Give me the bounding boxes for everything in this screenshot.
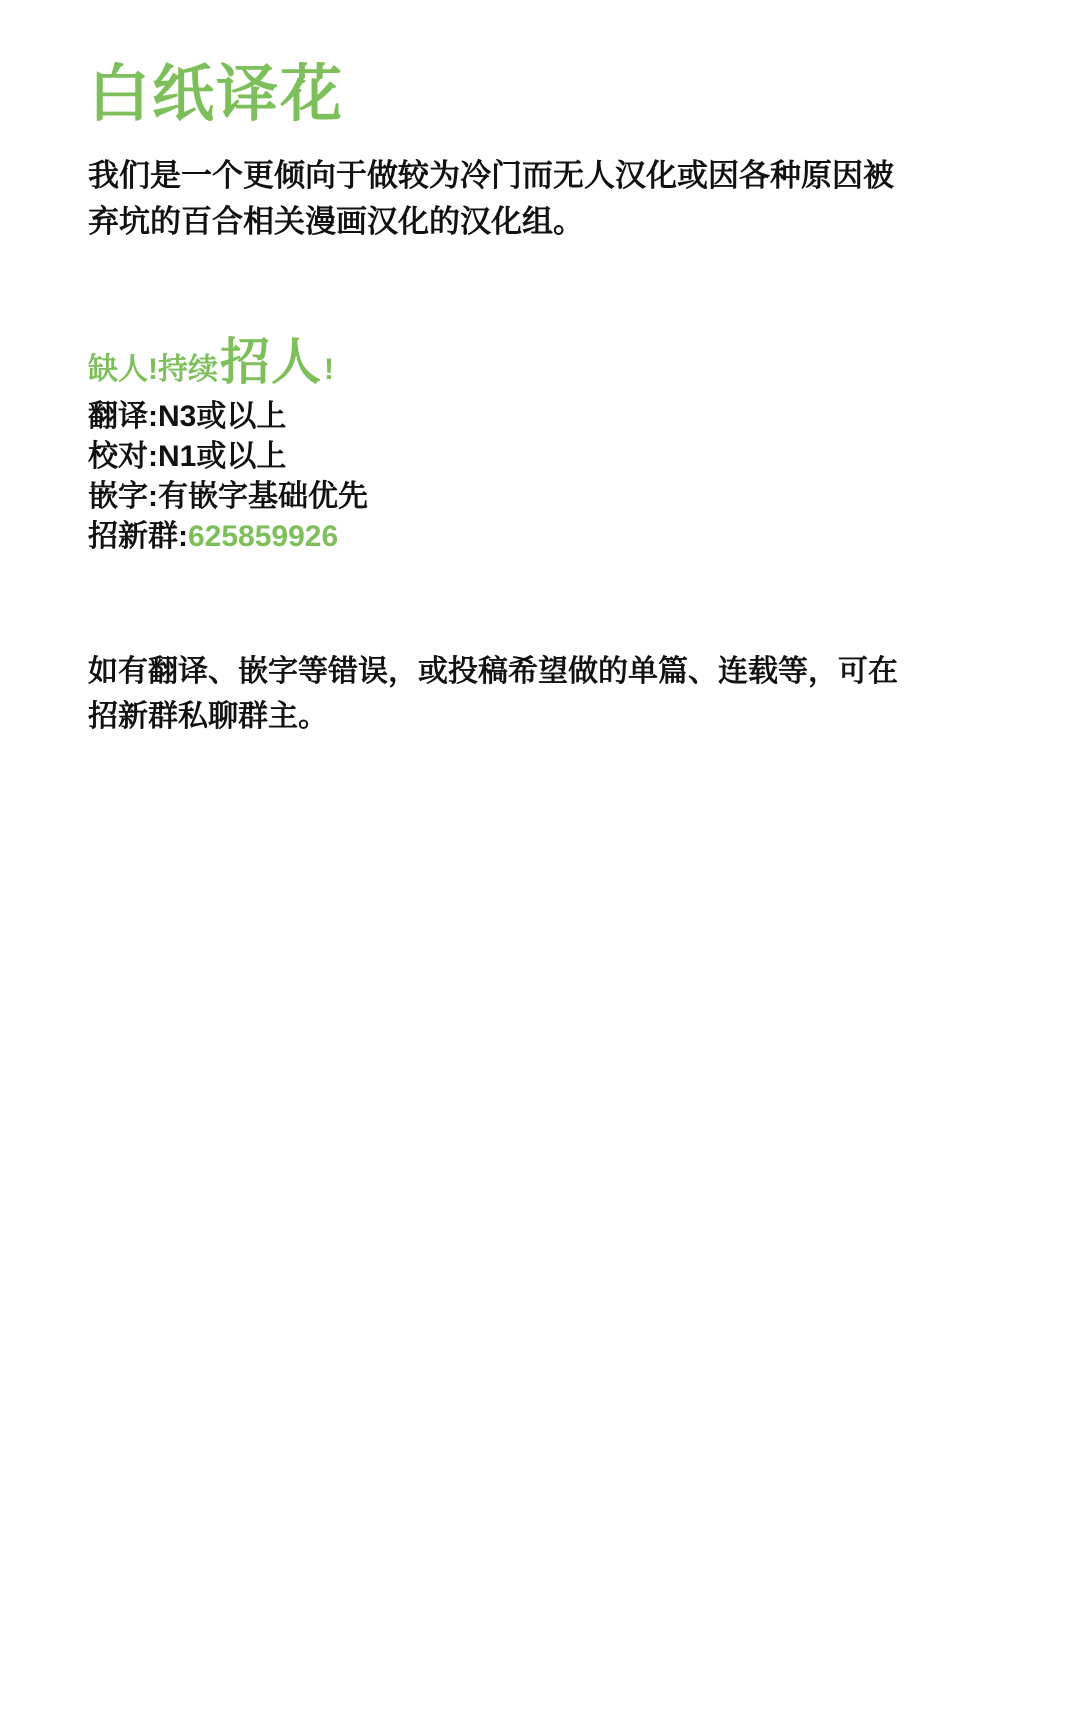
role-row-translator bbox=[88, 397, 988, 437]
role-value-translator: N3或以上 bbox=[158, 400, 287, 434]
group-intro-text: 我们是一个更倾向于做较为冷门而无人汉化或因各种原因被弃坑的百合相关漫画汉化的汉化组。 bbox=[88, 158, 894, 240]
role-value-proofreader: N1或以上 bbox=[158, 439, 287, 473]
contact-note-text: 如有翻译、嵌字等错误，或投稿希望做的单篇、连载等，可在招新群私聊群主。 bbox=[88, 654, 898, 733]
group-logo-title: 白纸译花 bbox=[88, 57, 345, 130]
recruitment-heading-suffix: ! bbox=[324, 353, 334, 387]
role-label-translator: 翻译: bbox=[88, 400, 158, 434]
qq-group-label: 招新群: bbox=[88, 519, 188, 553]
role-label-proofreader: 校对: bbox=[88, 439, 158, 473]
role-row-typesetter bbox=[88, 477, 988, 517]
recruitment-heading bbox=[88, 334, 988, 391]
recruitment-heading-emphasis: 招人 bbox=[220, 334, 322, 391]
qq-group-row bbox=[88, 517, 988, 557]
recruitment-heading-prefix: 缺人!持续 bbox=[88, 353, 218, 387]
role-value-typesetter: 有嵌字基础优先 bbox=[158, 479, 368, 513]
content-column bbox=[88, 58, 988, 769]
recruitment-block bbox=[88, 334, 988, 557]
qq-group-number[interactable]: 625859926 bbox=[188, 519, 339, 553]
role-row-proofreader bbox=[88, 437, 988, 477]
role-label-typesetter: 嵌字: bbox=[88, 479, 158, 513]
